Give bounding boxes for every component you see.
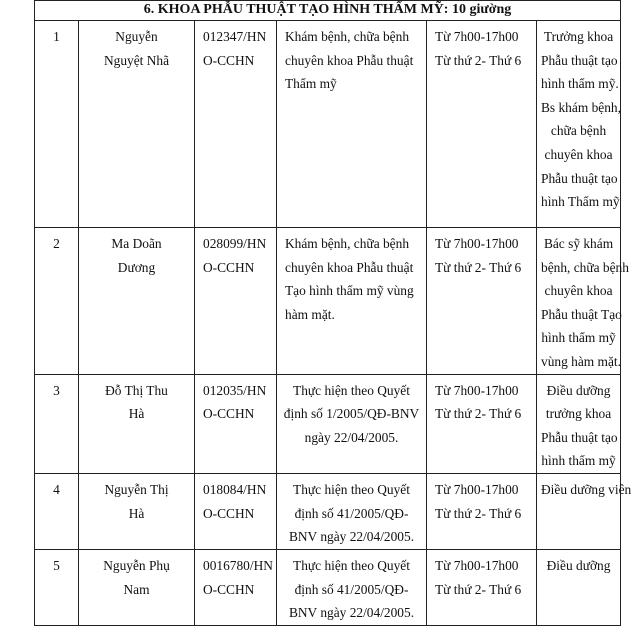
row-number: 1	[35, 21, 79, 228]
position: Điều dưỡng	[537, 549, 621, 625]
practice-scope: Khám bệnh, chữa bệnh chuyên khoa Phẫu thuật Thẩm mỹ	[277, 21, 427, 228]
staff-name: Đỗ Thị Thu Hà	[79, 374, 195, 473]
practice-scope: Thực hiện theo Quyết định số 1/2005/QĐ-BNV ngày 22/04/2005.	[277, 374, 427, 473]
staff-name: Nguyễn Thị Hà	[79, 473, 195, 549]
row-number: 2	[35, 228, 79, 375]
certificate-number: 018084/HN O-CCHN	[195, 473, 277, 549]
staff-name: Nguyễn Phụ Nam	[79, 549, 195, 625]
certificate-number: 0016780/HN O-CCHN	[195, 549, 277, 625]
row-number: 5	[35, 549, 79, 625]
working-hours: Từ 7h00-17h00 Từ thứ 2- Thứ 6	[427, 374, 537, 473]
row-number: 4	[35, 473, 79, 549]
practice-scope: Khám bệnh, chữa bệnh chuyên khoa Phẫu thuật Tạo hình thẩm mỹ vùng hàm mặt.	[277, 228, 427, 375]
certificate-number: 028099/HN O-CCHN	[195, 228, 277, 375]
practice-scope: Thực hiện theo Quyết định số 41/2005/QĐ- BNV ngày 22/04/2005.	[277, 473, 427, 549]
table-row	[35, 228, 621, 375]
working-hours: Từ 7h00-17h00 Từ thứ 2- Thứ 6	[427, 549, 537, 625]
staff-table	[34, 0, 632, 626]
staff-name: Ma Doãn Dương	[79, 228, 195, 375]
position: Điều dưỡng viên	[537, 473, 621, 549]
row-number: 3	[35, 374, 79, 473]
table-row	[35, 473, 621, 549]
table-row	[35, 21, 621, 228]
position: Trưởng khoa Phẫu thuật tạo hình thẩm mỹ. Bs khám bệnh, chữa bệnh chuyên khoa Phẫu thuật tạo hình Thẩm mỹ	[537, 21, 621, 228]
table-row	[35, 374, 621, 473]
certificate-number: 012347/HN O-CCHN	[195, 21, 277, 228]
position: Điều dưỡng trưởng khoa Phẫu thuật tạo hình thẩm mỹ	[537, 374, 621, 473]
working-hours: Từ 7h00-17h00 Từ thứ 2- Thứ 6	[427, 21, 537, 228]
working-hours: Từ 7h00-17h00 Từ thứ 2- Thứ 6	[427, 228, 537, 375]
section-title: 6. KHOA PHẪU THUẬT TẠO HÌNH THẨM MỸ: 10 giường	[35, 1, 621, 21]
staff-name: Nguyễn Nguyệt Nhã	[79, 21, 195, 228]
position: Bác sỹ khám bệnh, chữa bệnh chuyên khoa Phẫu thuật Tạo hình thẩm mỹ vùng hàm mặt.	[537, 228, 621, 375]
certificate-number: 012035/HN O-CCHN	[195, 374, 277, 473]
table-row	[35, 549, 621, 625]
practice-scope: Thực hiện theo Quyết định số 41/2005/QĐ- BNV ngày 22/04/2005.	[277, 549, 427, 625]
working-hours: Từ 7h00-17h00 Từ thứ 2- Thứ 6	[427, 473, 537, 549]
